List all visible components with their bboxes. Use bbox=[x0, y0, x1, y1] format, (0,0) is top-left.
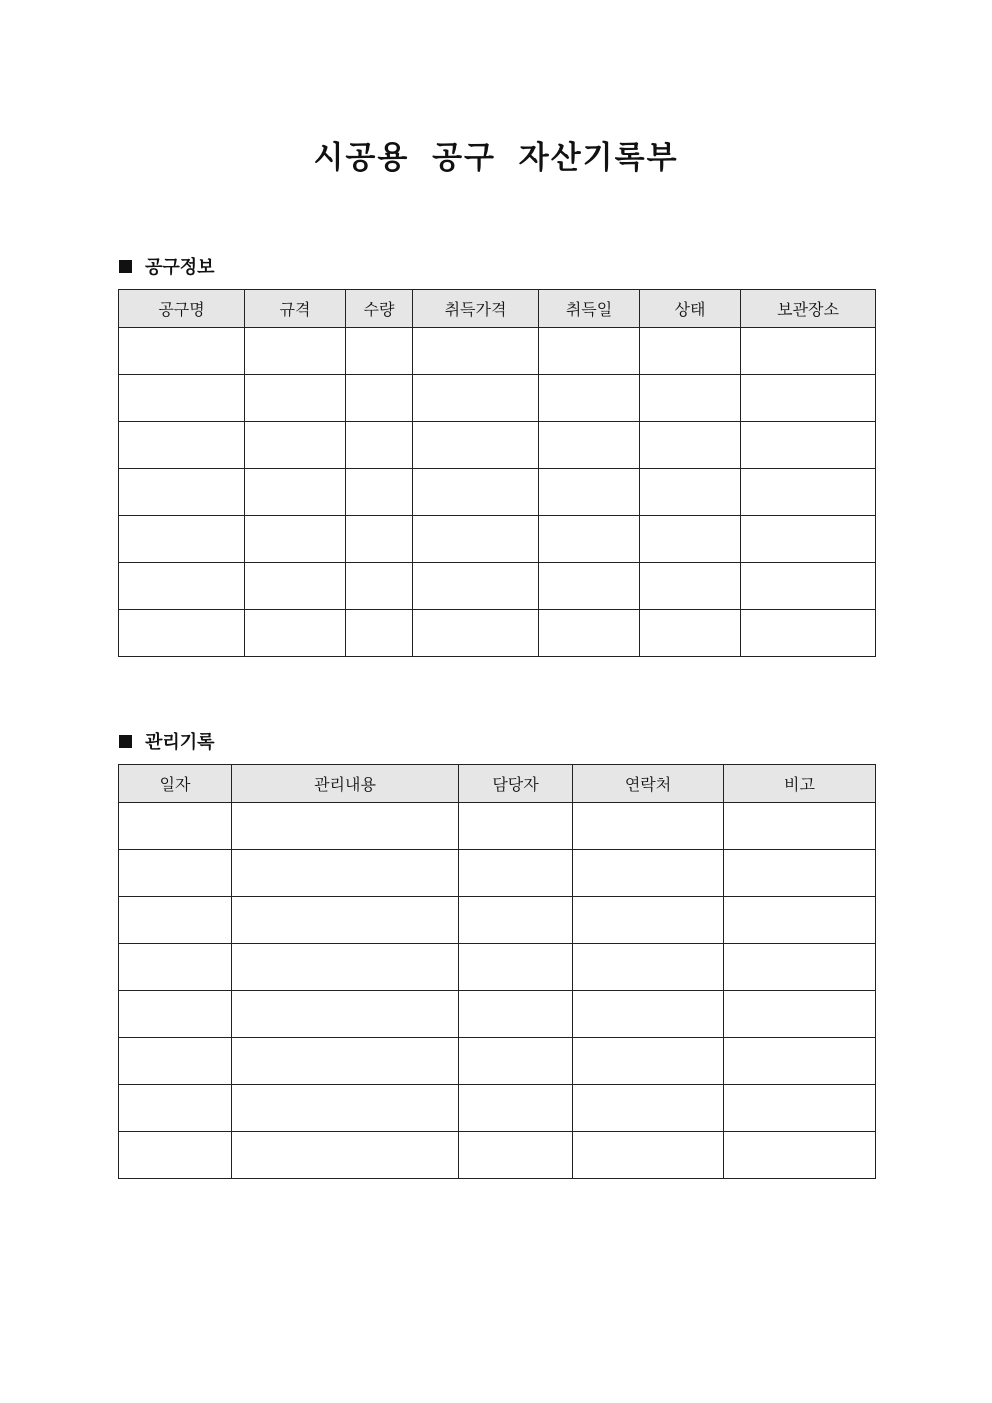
table-cell[interactable] bbox=[119, 991, 232, 1038]
table-cell[interactable] bbox=[413, 610, 539, 657]
section-heading-label: 관리기록 bbox=[145, 732, 215, 753]
table-cell[interactable] bbox=[119, 610, 245, 657]
table-cell[interactable] bbox=[640, 563, 741, 610]
column-header-quantity: 수량 bbox=[346, 290, 413, 328]
column-header-person-in-charge: 담당자 bbox=[459, 765, 573, 803]
column-header-condition: 상태 bbox=[640, 290, 741, 328]
table-cell[interactable] bbox=[346, 422, 413, 469]
table-cell[interactable] bbox=[640, 422, 741, 469]
column-header-remarks: 비고 bbox=[724, 765, 876, 803]
table-row bbox=[119, 803, 876, 850]
table-cell[interactable] bbox=[119, 1038, 232, 1085]
table-cell[interactable] bbox=[459, 850, 573, 897]
table-row bbox=[119, 1132, 876, 1179]
table-cell[interactable] bbox=[741, 610, 876, 657]
table-cell[interactable] bbox=[232, 1132, 459, 1179]
table-cell[interactable] bbox=[413, 469, 539, 516]
table-cell[interactable] bbox=[459, 944, 573, 991]
table-row bbox=[119, 328, 876, 375]
table-cell[interactable] bbox=[346, 610, 413, 657]
table-cell[interactable] bbox=[459, 897, 573, 944]
table-cell[interactable] bbox=[573, 1132, 724, 1179]
management-table bbox=[118, 764, 876, 1179]
table-header-row bbox=[119, 290, 876, 328]
table-cell[interactable] bbox=[232, 991, 459, 1038]
tool-info-table bbox=[118, 289, 876, 657]
table-cell[interactable] bbox=[119, 803, 232, 850]
table-cell[interactable] bbox=[245, 375, 346, 422]
table-cell[interactable] bbox=[724, 1085, 876, 1132]
table-cell[interactable] bbox=[413, 375, 539, 422]
table-cell[interactable] bbox=[741, 469, 876, 516]
table-cell[interactable] bbox=[119, 897, 232, 944]
table-cell[interactable] bbox=[573, 944, 724, 991]
table-cell[interactable] bbox=[232, 803, 459, 850]
table-cell[interactable] bbox=[539, 610, 640, 657]
table-cell[interactable] bbox=[232, 1038, 459, 1085]
column-header-acquisition-price: 취득가격 bbox=[413, 290, 539, 328]
table-cell[interactable] bbox=[724, 991, 876, 1038]
table-cell[interactable] bbox=[459, 1085, 573, 1132]
table-cell[interactable] bbox=[573, 1038, 724, 1085]
table-cell[interactable] bbox=[119, 422, 245, 469]
table-cell[interactable] bbox=[573, 803, 724, 850]
table-cell[interactable] bbox=[573, 1085, 724, 1132]
table-cell[interactable] bbox=[245, 516, 346, 563]
table-cell[interactable] bbox=[459, 803, 573, 850]
table-cell[interactable] bbox=[640, 328, 741, 375]
table-row bbox=[119, 469, 876, 516]
column-header-tool-name: 공구명 bbox=[119, 290, 245, 328]
table-cell[interactable] bbox=[724, 1038, 876, 1085]
table-cell[interactable] bbox=[346, 469, 413, 516]
table-cell[interactable] bbox=[413, 563, 539, 610]
table-cell[interactable] bbox=[539, 375, 640, 422]
square-bullet-icon bbox=[119, 735, 132, 748]
table-cell[interactable] bbox=[119, 469, 245, 516]
column-header-management-content: 관리내용 bbox=[232, 765, 459, 803]
table-cell[interactable] bbox=[741, 563, 876, 610]
table-cell[interactable] bbox=[119, 516, 245, 563]
table-row bbox=[119, 375, 876, 422]
section-heading-label: 공구정보 bbox=[145, 257, 215, 278]
table-cell[interactable] bbox=[640, 375, 741, 422]
section-heading-tool-info bbox=[119, 253, 215, 279]
table-row bbox=[119, 516, 876, 563]
table-cell[interactable] bbox=[539, 328, 640, 375]
table-cell[interactable] bbox=[573, 897, 724, 944]
table-row bbox=[119, 897, 876, 944]
table-cell[interactable] bbox=[346, 328, 413, 375]
table-row bbox=[119, 991, 876, 1038]
table-cell[interactable] bbox=[413, 516, 539, 563]
table-cell[interactable] bbox=[245, 469, 346, 516]
table-cell[interactable] bbox=[741, 375, 876, 422]
table-cell[interactable] bbox=[640, 469, 741, 516]
table-cell[interactable] bbox=[459, 991, 573, 1038]
table-cell[interactable] bbox=[119, 1132, 232, 1179]
table-cell[interactable] bbox=[573, 991, 724, 1038]
table-cell[interactable] bbox=[119, 1085, 232, 1132]
table-cell[interactable] bbox=[245, 610, 346, 657]
table-row bbox=[119, 1085, 876, 1132]
table-cell[interactable] bbox=[346, 516, 413, 563]
page-title: 시공용 공구 자산기록부 bbox=[313, 140, 679, 176]
table-cell[interactable] bbox=[119, 328, 245, 375]
table-cell[interactable] bbox=[539, 469, 640, 516]
table-cell[interactable] bbox=[741, 516, 876, 563]
table-cell[interactable] bbox=[724, 944, 876, 991]
table-cell[interactable] bbox=[573, 850, 724, 897]
table-cell[interactable] bbox=[232, 944, 459, 991]
table-cell[interactable] bbox=[232, 1085, 459, 1132]
table-cell[interactable] bbox=[459, 1038, 573, 1085]
table-cell[interactable] bbox=[245, 422, 346, 469]
table-cell[interactable] bbox=[413, 422, 539, 469]
table-cell[interactable] bbox=[640, 516, 741, 563]
table-row bbox=[119, 422, 876, 469]
table-cell[interactable] bbox=[245, 328, 346, 375]
table-cell[interactable] bbox=[724, 1132, 876, 1179]
table-cell[interactable] bbox=[232, 897, 459, 944]
column-header-acquisition-date: 취득일 bbox=[539, 290, 640, 328]
table-header-row bbox=[119, 765, 876, 803]
table-row bbox=[119, 850, 876, 897]
table-cell[interactable] bbox=[724, 850, 876, 897]
column-header-contact: 연락처 bbox=[573, 765, 724, 803]
table-cell[interactable] bbox=[119, 944, 232, 991]
table-row bbox=[119, 1038, 876, 1085]
table-cell[interactable] bbox=[119, 563, 245, 610]
table-cell[interactable] bbox=[539, 563, 640, 610]
table-cell[interactable] bbox=[232, 850, 459, 897]
table-row bbox=[119, 944, 876, 991]
table-cell[interactable] bbox=[245, 563, 346, 610]
table-cell[interactable] bbox=[346, 563, 413, 610]
table-row bbox=[119, 610, 876, 657]
table-row bbox=[119, 563, 876, 610]
table-cell[interactable] bbox=[413, 328, 539, 375]
table-cell[interactable] bbox=[119, 850, 232, 897]
table-cell[interactable] bbox=[724, 897, 876, 944]
table-cell[interactable] bbox=[741, 422, 876, 469]
column-header-date: 일자 bbox=[119, 765, 232, 803]
table-cell[interactable] bbox=[741, 328, 876, 375]
table-cell[interactable] bbox=[119, 375, 245, 422]
column-header-storage-location: 보관장소 bbox=[741, 290, 876, 328]
table-cell[interactable] bbox=[459, 1132, 573, 1179]
table-cell[interactable] bbox=[724, 803, 876, 850]
square-bullet-icon bbox=[119, 260, 132, 273]
column-header-spec: 규격 bbox=[245, 290, 346, 328]
table-cell[interactable] bbox=[539, 516, 640, 563]
table-cell[interactable] bbox=[539, 422, 640, 469]
table-cell[interactable] bbox=[640, 610, 741, 657]
table-cell[interactable] bbox=[346, 375, 413, 422]
section-heading-management bbox=[119, 728, 215, 754]
